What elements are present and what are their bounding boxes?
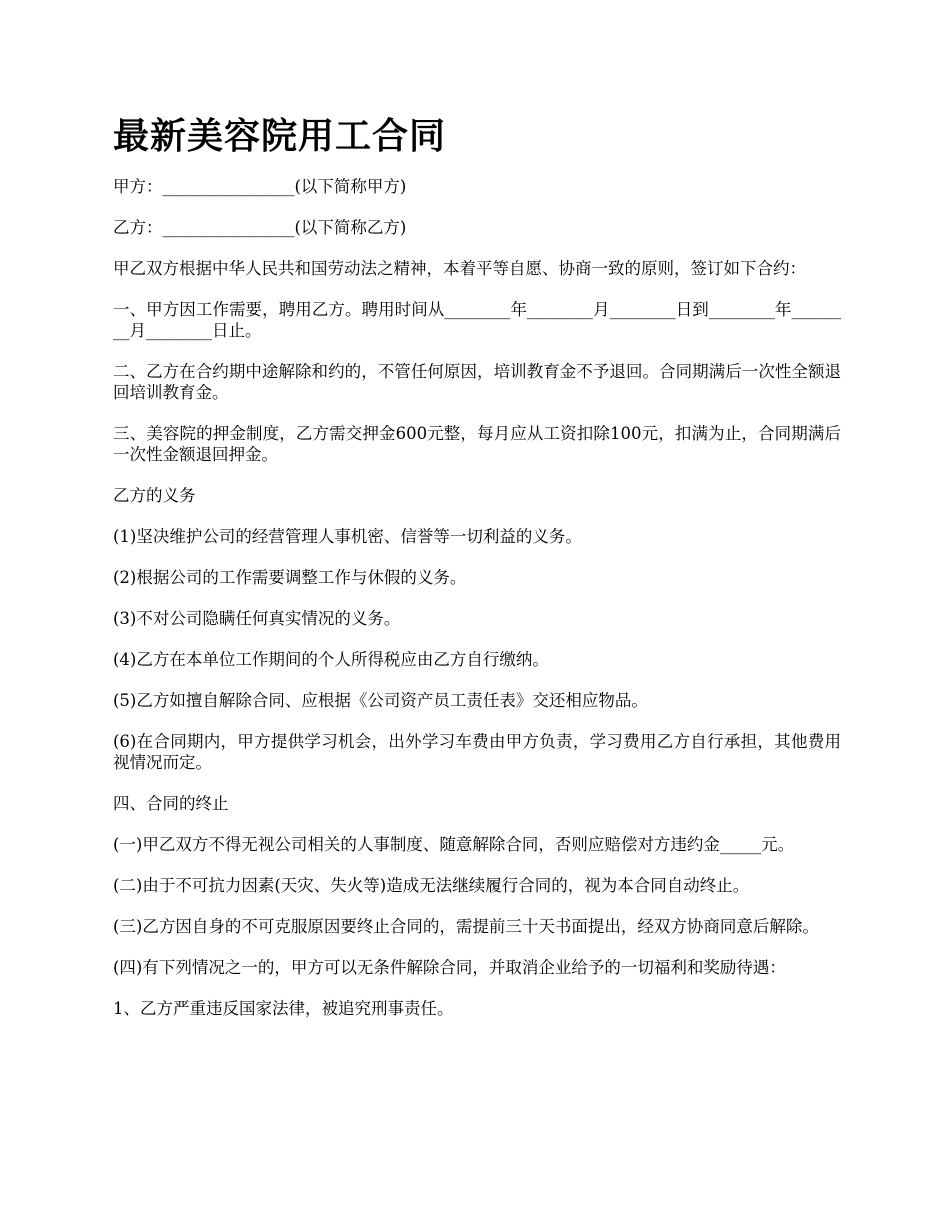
termination-item-2: (二)由于不可抗力因素(天灾、失火等)造成无法继续履行合同的，视为本合同自动终止。 <box>113 876 750 895</box>
termination-heading: 四、合同的终止 <box>113 794 229 813</box>
party-a-line: 甲方：________________(以下简称甲方) <box>113 177 407 196</box>
preamble-paragraph: 甲乙双方根据中华人民共和国劳动法之精神，本着平等自愿、协商一致的原则，签订如下合约： <box>113 259 806 278</box>
clause-3-paragraph: 三、美容院的押金制度，乙方需交押金600元整，每月应从工资扣除100元，扣满为止，合同期满后一次性金额退回押金。 <box>113 424 841 464</box>
obligation-3: (3)不对公司隐瞒任何真实情况的义务。 <box>113 609 401 628</box>
obligation-5: (5)乙方如擅自解除合同、应根据《公司资产员工责任表》交还相应物品。 <box>113 691 648 710</box>
termination-sub-item-1: 1、乙方严重违反国家法律，被追究刑事责任。 <box>113 999 454 1018</box>
obligation-1: (1)坚决维护公司的经营管理人事机密、信誉等一切利益的义务。 <box>113 527 582 546</box>
obligations-heading: 乙方的义务 <box>113 486 196 505</box>
termination-item-3: (三)乙方因自身的不可克服原因要终止合同的，需提前三十天书面提出，经双方协商同意后解除。 <box>113 917 819 936</box>
document-page <box>113 112 841 1039</box>
obligation-2: (2)根据公司的工作需要调整工作与休假的义务。 <box>113 568 467 587</box>
termination-item-1: (一)甲乙双方不得无视公司相关的人事制度、随意解除合同，否则应赔偿对方违约金_____元。 <box>113 835 795 854</box>
termination-item-4: (四)有下列情况之一的，甲方可以无条件解除合同，并取消企业给予的一切福利和奖励待遇： <box>113 958 786 977</box>
document-title: 最新美容院用工合同 <box>113 115 447 157</box>
clause-2-paragraph: 二、乙方在合约期中途解除和约的，不管任何原因，培训教育金不予退回。合同期满后一次性全额退回培训教育金。 <box>113 362 841 402</box>
obligation-4: (4)乙方在本单位工作期间的个人所得税应由乙方自行缴纳。 <box>113 650 549 669</box>
party-b-line: 乙方：________________(以下简称乙方) <box>113 218 407 237</box>
clause-1-paragraph: 一、甲方因工作需要，聘用乙方。聘用时间从________年________月________日到________年________月________日止。 <box>113 300 841 340</box>
obligation-6: (6)在合同期内，甲方提供学习机会，出外学习车费由甲方负责，学习费用乙方自行承担，其他费用视情况而定。 <box>113 732 841 772</box>
